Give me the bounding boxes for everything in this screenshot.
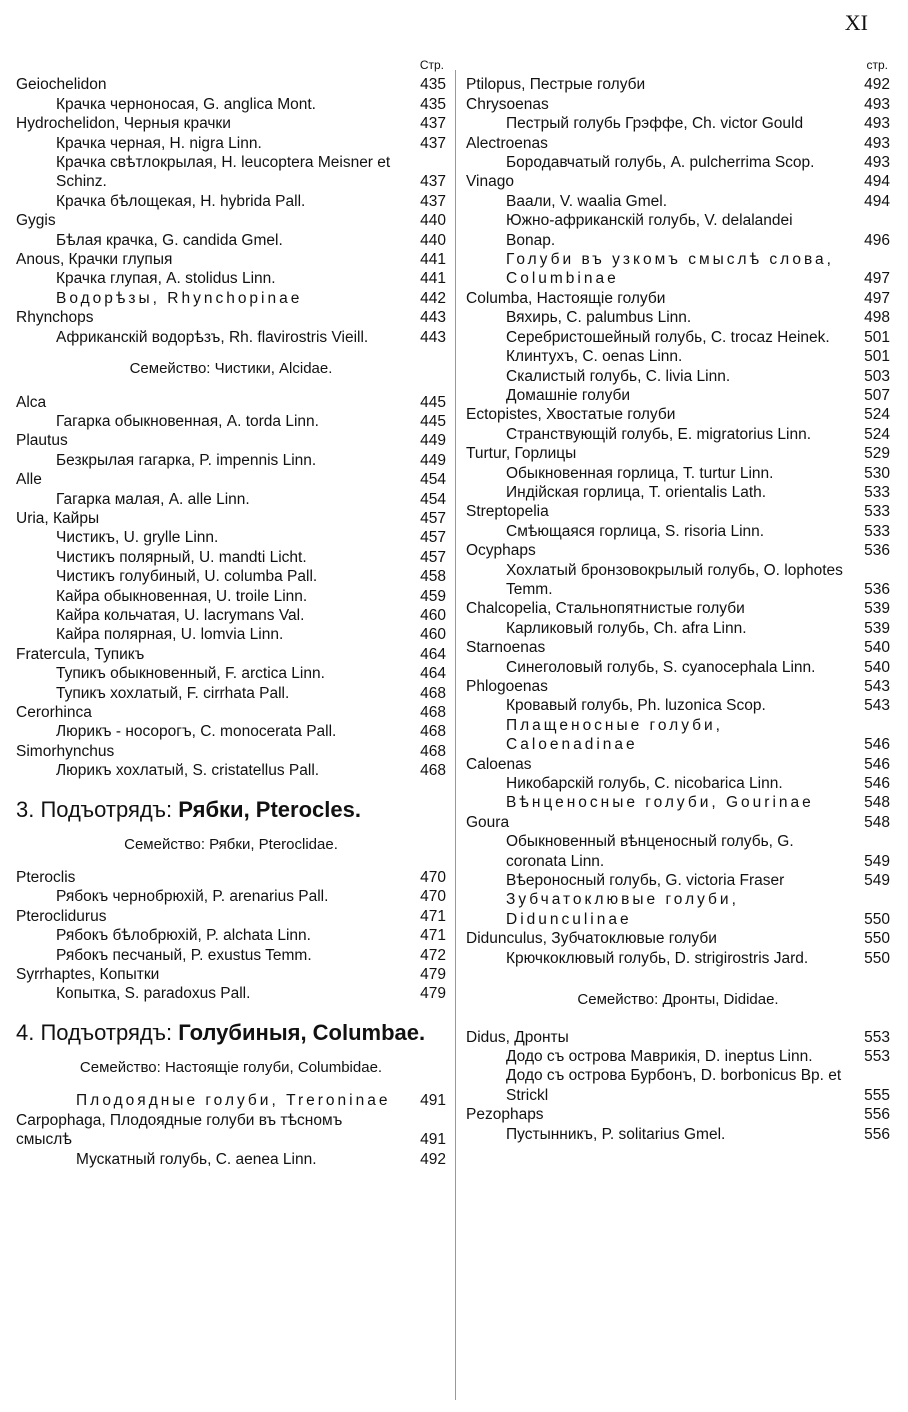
entry-page: 549 xyxy=(864,852,890,870)
entry-text: Безкрылая гагарка, P. impennis Linn. xyxy=(56,451,317,469)
entry-page: 556 xyxy=(864,1125,890,1143)
entry-text: Додо съ острова Маврикія, D. ineptus Linn. xyxy=(506,1047,813,1065)
entry-text: Голуби въ узкомъ смыслѣ слова, Columbinae xyxy=(506,251,834,288)
entry-text: Никобарскій голубь, C. nicobarica Linn. xyxy=(506,775,783,793)
entry-text: Клинтухъ, C. oenas Linn. xyxy=(506,348,683,366)
entry-page: 494 xyxy=(864,173,890,191)
entry-text: Крачка черная, H. nigra Linn. xyxy=(56,134,262,152)
entry-text: Chrysoenas xyxy=(466,95,549,113)
index-entry xyxy=(466,289,890,308)
left-rows-3 xyxy=(16,868,446,1004)
index-entry xyxy=(16,664,446,683)
entry-page: 468 xyxy=(420,723,446,741)
entry-text: Карликовый голубь, Ch. afra Linn. xyxy=(506,619,747,637)
index-entry xyxy=(466,522,890,541)
entry-page: 454 xyxy=(420,471,446,489)
entry-text: Geiochelidon xyxy=(16,76,107,94)
index-entry xyxy=(16,75,446,94)
index-entry xyxy=(466,328,890,347)
index-entry xyxy=(466,405,890,424)
entry-text: Крачка черноносая, G. anglica Mont. xyxy=(56,95,316,113)
index-entry xyxy=(466,658,890,677)
entry-page: 546 xyxy=(864,736,890,754)
entry-page: 457 xyxy=(420,529,446,547)
entry-page: 543 xyxy=(864,678,890,695)
entry-text: Гагарка обыкновенная, A. torda Linn. xyxy=(56,412,319,430)
left-rows-1 xyxy=(16,75,446,347)
entry-text: Бѣлая крачка, G. candida Gmel. xyxy=(56,231,283,249)
entry-text: Columba, Настоящіе голуби xyxy=(466,289,666,307)
entry-page: 458 xyxy=(420,568,446,586)
index-entry xyxy=(16,250,446,269)
index-entry xyxy=(466,696,890,715)
index-entry xyxy=(16,328,446,347)
entry-page: 498 xyxy=(864,309,890,327)
entry-text: Чистикъ, U. grylle Linn. xyxy=(56,529,219,547)
entry-page: 549 xyxy=(864,872,890,890)
index-entry xyxy=(466,211,890,250)
entry-page: 435 xyxy=(420,76,446,94)
index-entry xyxy=(16,470,446,489)
index-entry xyxy=(466,949,890,968)
index-entry xyxy=(16,742,446,761)
entry-page: 449 xyxy=(420,451,446,469)
index-entry xyxy=(16,431,446,450)
family-heading-pteroclidae: Семейство: Рябки, Pteroclidae. xyxy=(124,835,338,853)
index-entry xyxy=(466,561,890,600)
index-entry xyxy=(466,153,890,172)
suborder-word: Подъотрядъ: xyxy=(40,1019,173,1045)
index-entry xyxy=(16,289,446,308)
entry-page: 550 xyxy=(864,930,890,948)
entry-text: Южно-африканскій голубь, V. delalandei Bonap. xyxy=(506,212,793,249)
suborder-word: Подъотрядъ: xyxy=(40,796,173,822)
entry-page: 536 xyxy=(864,542,890,560)
entry-text: Кайра полярная, U. lomvia Linn. xyxy=(56,626,284,644)
entry-text: Turtur, Горлицы xyxy=(466,445,577,463)
entry-text: Синеголовый голубь, S. cyanocephala Linn. xyxy=(506,658,816,676)
index-entry xyxy=(16,703,446,722)
entry-page: 479 xyxy=(420,966,446,984)
entry-text: Pteroclidurus xyxy=(16,907,107,925)
entry-page: 539 xyxy=(864,600,890,618)
entry-page: 493 xyxy=(864,115,890,133)
entry-text: Скалистый голубь, C. livia Linn. xyxy=(506,367,731,385)
index-entry xyxy=(466,619,890,638)
entry-page: 501 xyxy=(864,348,890,366)
entry-page: 459 xyxy=(420,587,446,605)
entry-page: 533 xyxy=(864,522,890,540)
entry-page: 479 xyxy=(420,985,446,1003)
right-column xyxy=(466,56,890,1144)
index-entry xyxy=(16,1091,446,1110)
index-entry xyxy=(16,1150,446,1169)
index-entry xyxy=(16,567,446,586)
entry-page: 533 xyxy=(864,503,890,521)
entry-text: Мускатный голубь, C. aenea Linn. xyxy=(76,1150,317,1168)
index-entry xyxy=(16,308,446,327)
index-entry xyxy=(466,1028,890,1047)
entry-page: 529 xyxy=(864,445,890,463)
index-entry xyxy=(466,367,890,386)
index-entry xyxy=(466,95,890,114)
entry-text: Chalcopelia, Стальнопятнистые голуби xyxy=(466,600,745,618)
index-entry xyxy=(466,871,890,890)
entry-page: 548 xyxy=(864,813,890,831)
entry-page: 546 xyxy=(864,775,890,793)
entry-text: Индійская горлица, T. orientalis Lath. xyxy=(506,483,767,501)
entry-text: Обыкновенный вѣнценосный голубь, G. coronata Linn. xyxy=(506,833,794,870)
entry-page: 507 xyxy=(864,386,890,404)
entry-page: 440 xyxy=(420,212,446,230)
index-entry xyxy=(16,134,446,153)
entry-page: 445 xyxy=(420,393,446,411)
entry-page: 460 xyxy=(420,606,446,624)
entry-text: Ocyphaps xyxy=(466,542,536,560)
entry-page: 555 xyxy=(864,1086,890,1104)
index-entry xyxy=(466,425,890,444)
entry-page: 501 xyxy=(864,328,890,346)
index-entry xyxy=(466,483,890,502)
entry-page: 468 xyxy=(420,704,446,721)
entry-page: 440 xyxy=(420,231,446,249)
entry-page: 437 xyxy=(420,192,446,210)
index-entry xyxy=(466,386,890,405)
entry-text: Gygis xyxy=(16,212,56,230)
entry-text: Vinago xyxy=(466,173,514,191)
entry-page: 497 xyxy=(864,289,890,307)
suborder-name: Голубиныя, Columbae. xyxy=(178,1019,426,1045)
entry-text: Phlogoenas xyxy=(466,678,548,695)
index-entry xyxy=(466,464,890,483)
index-entry xyxy=(16,412,446,431)
index-entry xyxy=(16,1111,446,1150)
entry-text: Ваали, V. waalia Gmel. xyxy=(506,192,668,210)
index-entry xyxy=(466,192,890,211)
suborder-heading-columbae xyxy=(16,1020,446,1046)
entry-text: Чистикъ полярный, U. mandti Licht. xyxy=(56,548,307,566)
entry-text: Люрикъ - носорогъ, C. monocerata Pall. xyxy=(56,723,337,741)
index-entry xyxy=(466,793,890,812)
entry-page: 491 xyxy=(420,1092,446,1110)
index-entry xyxy=(16,231,446,250)
entry-text: Крючкоклювый голубь, D. strigirostris Jard. xyxy=(506,949,809,967)
index-entry xyxy=(16,761,446,780)
index-entry xyxy=(16,192,446,211)
entry-text: Рябокъ чернобрюхій, P. arenarius Pall. xyxy=(56,888,329,906)
left-rows-2 xyxy=(16,393,446,781)
entry-page: 497 xyxy=(864,270,890,288)
entry-page: 543 xyxy=(864,697,890,715)
entry-page: 539 xyxy=(864,619,890,637)
left-column xyxy=(16,56,446,1169)
entry-text: Тупикъ обыкновенный, F. arctica Linn. xyxy=(56,665,325,683)
entry-page: 470 xyxy=(420,869,446,887)
entry-text: Caloenas xyxy=(466,755,532,773)
entry-page: 553 xyxy=(864,1028,890,1046)
index-entry xyxy=(16,95,446,114)
index-entry xyxy=(16,393,446,412)
entry-text: Alca xyxy=(16,393,47,411)
index-entry xyxy=(466,1066,890,1105)
index-entry xyxy=(16,606,446,625)
entry-text: Кайра кольчатая, U. lacrymans Val. xyxy=(56,606,305,624)
index-entry xyxy=(466,638,890,657)
entry-page: 445 xyxy=(420,412,446,430)
index-entry xyxy=(466,541,890,560)
index-entry xyxy=(16,114,446,133)
entry-text: Крачка свѣтлокрылая, H. leucoptera Meisner et Schinz. xyxy=(56,154,391,191)
entry-text: Starnoenas xyxy=(466,639,546,657)
entry-page: 442 xyxy=(420,289,446,307)
entry-text: Uria, Кайры xyxy=(16,509,100,527)
entry-page: 471 xyxy=(420,927,446,945)
entry-page: 556 xyxy=(864,1106,890,1124)
index-entry xyxy=(16,722,446,741)
entry-page: 441 xyxy=(420,270,446,288)
entry-text: Плащеносные голуби, Caloenadinae xyxy=(506,716,723,754)
entry-text: Вѣнценосные голуби, Gourinae xyxy=(506,794,814,812)
entry-page: 443 xyxy=(420,309,446,327)
entry-text: Hydrochelidon, Черныя крачки xyxy=(16,115,231,133)
entry-text: Cerorhinca xyxy=(16,704,92,721)
entry-text: Pezophaps xyxy=(466,1106,544,1124)
family-heading-columbidae: Семейство: Настоящіе голуби, Columbidae. xyxy=(79,1058,383,1076)
entry-text: Anous, Крачки глупыя xyxy=(16,251,173,269)
page-number: XI xyxy=(844,10,868,35)
entry-page: 460 xyxy=(420,626,446,644)
index-entry xyxy=(466,347,890,366)
index-entry xyxy=(16,548,446,567)
entry-page: 496 xyxy=(864,231,890,249)
entry-page: 492 xyxy=(420,1150,446,1168)
entry-text: Додо съ острова Бурбонъ, D. borbonicus Bp. et Strickl xyxy=(506,1067,842,1104)
entry-text: Pteroclis xyxy=(16,869,76,887)
entry-page: 503 xyxy=(864,367,890,385)
entry-page: 464 xyxy=(420,645,446,663)
page-column-header: стр. xyxy=(866,58,888,72)
entry-page: 464 xyxy=(420,665,446,683)
index-entry xyxy=(16,153,446,192)
entry-page: 492 xyxy=(864,76,890,94)
entry-text: Didunculus, Зубчатоклювые голуби xyxy=(466,930,717,948)
index-entry xyxy=(16,887,446,906)
entry-text: Рябокъ песчаный, P. exustus Temm. xyxy=(56,946,312,964)
right-rows-1 xyxy=(466,75,890,968)
index-entry xyxy=(466,1047,890,1066)
index-entry xyxy=(16,645,446,664)
entry-page: 553 xyxy=(864,1047,890,1065)
entry-text: Тупикъ хохлатый, F. cirrhata Pall. xyxy=(56,684,290,702)
index-entry xyxy=(466,755,890,774)
entry-page: 493 xyxy=(864,134,890,152)
right-rows-2 xyxy=(466,1028,890,1144)
entry-page: 454 xyxy=(420,490,446,508)
entry-page: 443 xyxy=(420,328,446,346)
entry-page: 524 xyxy=(864,425,890,443)
page-column-header: Стр. xyxy=(419,58,444,72)
entry-page: 437 xyxy=(420,115,446,133)
index-entry xyxy=(466,890,890,929)
entry-page: 441 xyxy=(420,251,446,269)
entry-text: Alle xyxy=(16,471,42,489)
entry-page: 546 xyxy=(864,755,890,773)
entry-text: Обыкновенная горлица, T. turtur Linn. xyxy=(506,464,774,482)
index-entry xyxy=(16,868,446,887)
entry-text: Goura xyxy=(466,813,510,831)
entry-text: Didus, Дронты xyxy=(466,1028,569,1046)
index-entry xyxy=(16,211,446,230)
index-entry xyxy=(466,716,890,755)
entry-text: Хохлатый бронзовокрылый голубь, O. lophotes Temm. xyxy=(506,561,843,598)
family-heading-alcidae: Семейство: Чистики, Alcidae. xyxy=(129,360,333,378)
entry-text: Серебристошейный голубь, C. trocaz Heinek. xyxy=(506,328,830,346)
entry-text: Вяхирь, C. palumbus Linn. xyxy=(506,309,692,327)
entry-page: 493 xyxy=(864,154,890,172)
index-entry xyxy=(466,832,890,871)
entry-page: 524 xyxy=(864,406,890,424)
entry-text: Люрикъ хохлатый, S. cristatellus Pall. xyxy=(56,762,320,780)
entry-text: Syrrhaptes, Копытки xyxy=(16,966,160,984)
entry-page: 457 xyxy=(420,548,446,566)
index-entry xyxy=(16,946,446,965)
entry-text: Крачка глупая, A. stolidus Linn. xyxy=(56,270,276,288)
index-entry xyxy=(466,599,890,618)
index-entry xyxy=(16,269,446,288)
entry-page: 493 xyxy=(864,95,890,113)
entry-page: 536 xyxy=(864,580,890,598)
index-entry xyxy=(466,774,890,793)
index-entry xyxy=(466,1105,890,1124)
index-entry xyxy=(466,502,890,521)
entry-text: Африканскій водорѣзъ, Rh. flavirostris Vieill. xyxy=(56,328,369,346)
entry-page: 550 xyxy=(864,910,890,928)
entry-page: 468 xyxy=(420,742,446,760)
index-entry xyxy=(466,677,890,696)
entry-page: 471 xyxy=(420,907,446,925)
entry-page: 533 xyxy=(864,483,890,501)
index-entry xyxy=(466,813,890,832)
entry-text: Кайра обыкновенная, U. troile Linn. xyxy=(56,587,308,605)
entry-text: Рябокъ бѣлобрюхій, P. alchata Linn. xyxy=(56,927,311,945)
index-entry xyxy=(466,172,890,191)
suborder-heading-pterocles xyxy=(16,797,446,823)
index-entry xyxy=(16,528,446,547)
entry-text: Бородавчатый голубь, A. pulcherrima Scop. xyxy=(506,154,815,172)
entry-page: 470 xyxy=(420,888,446,906)
entry-page: 468 xyxy=(420,684,446,702)
entry-text: Кровавый голубь, Ph. luzonica Scop. xyxy=(506,697,766,715)
entry-page: 491 xyxy=(420,1131,446,1149)
index-entry xyxy=(16,926,446,945)
index-entry xyxy=(466,250,890,289)
index-entry xyxy=(466,444,890,463)
entry-text: Simorhynchus xyxy=(16,742,115,760)
index-entry xyxy=(466,75,890,94)
entry-text: Плодоядные голуби, Treroninae xyxy=(76,1092,391,1110)
left-rows-4 xyxy=(16,1091,446,1169)
family-heading-dididae: Семейство: Дронты, Dididae. xyxy=(577,991,779,1009)
entry-text: Alectroenas xyxy=(466,134,548,152)
column-divider xyxy=(455,70,456,1400)
entry-page: 437 xyxy=(420,173,446,191)
entry-page: 437 xyxy=(420,134,446,152)
entry-page: 457 xyxy=(420,509,446,527)
index-entry xyxy=(16,984,446,1003)
entry-text: Fratercula, Тупикъ xyxy=(16,645,145,663)
entry-text: Водорѣзы, Rhynchopinae xyxy=(56,289,303,307)
index-entry xyxy=(16,625,446,644)
entry-text: Странствующій голубь, E. migratorius Linn. xyxy=(506,425,812,443)
entry-text: Пестрый голубь Грэффе, Ch. victor Gould xyxy=(506,115,804,133)
index-entry xyxy=(16,684,446,703)
entry-text: Ptilopus, Пестрые голуби xyxy=(466,76,646,94)
entry-text: Ectopistes, Хвостатые голуби xyxy=(466,406,676,424)
entry-text: Чистикъ голубиный, U. columba Pall. xyxy=(56,568,318,586)
suborder-name: Рябки, Pterocles. xyxy=(178,796,361,822)
entry-text: Вѣероносный голубь, G. victoria Fraser xyxy=(506,872,785,890)
index-entry xyxy=(466,134,890,153)
entry-page: 435 xyxy=(420,95,446,113)
index-entry xyxy=(466,308,890,327)
entry-text: Крачка бѣлощекая, H. hybrida Pall. xyxy=(56,192,306,210)
entry-text: Гагарка малая, A. alle Linn. xyxy=(56,490,250,508)
index-entry xyxy=(466,1125,890,1144)
entry-page: 468 xyxy=(420,762,446,780)
entry-page: 494 xyxy=(864,192,890,210)
index-entry xyxy=(466,929,890,948)
index-entry xyxy=(16,907,446,926)
index-entry xyxy=(16,451,446,470)
entry-text: Пустынникъ, P. solitarius Gmel. xyxy=(506,1125,726,1143)
entry-page: 530 xyxy=(864,464,890,482)
entry-page: 472 xyxy=(420,946,446,964)
entry-page: 540 xyxy=(864,658,890,676)
entry-text: Смѣющаяся горлица, S. risoria Linn. xyxy=(506,522,765,540)
entry-page: 540 xyxy=(864,639,890,657)
entry-text: Домашніе голуби xyxy=(506,386,631,404)
entry-text: Carpophaga, Плодоядные голуби въ тѣсномъ смыслѣ xyxy=(16,1111,343,1149)
index-entry xyxy=(16,587,446,606)
entry-text: Копытка, S. paradoxus Pall. xyxy=(56,985,251,1003)
suborder-number: 3. xyxy=(16,796,35,822)
suborder-number: 4. xyxy=(16,1019,35,1045)
index-entry xyxy=(16,490,446,509)
index-entry xyxy=(466,114,890,133)
entry-text: Rhynchops xyxy=(16,309,94,327)
entry-page: 548 xyxy=(864,794,890,812)
index-entry xyxy=(16,965,446,984)
entry-text: Plautus xyxy=(16,432,68,450)
index-entry xyxy=(16,509,446,528)
entry-page: 449 xyxy=(420,432,446,450)
entry-page: 550 xyxy=(864,949,890,967)
entry-text: Streptopelia xyxy=(466,503,549,521)
entry-text: Зубчатоклювые голуби, Didunculinae xyxy=(506,891,739,928)
